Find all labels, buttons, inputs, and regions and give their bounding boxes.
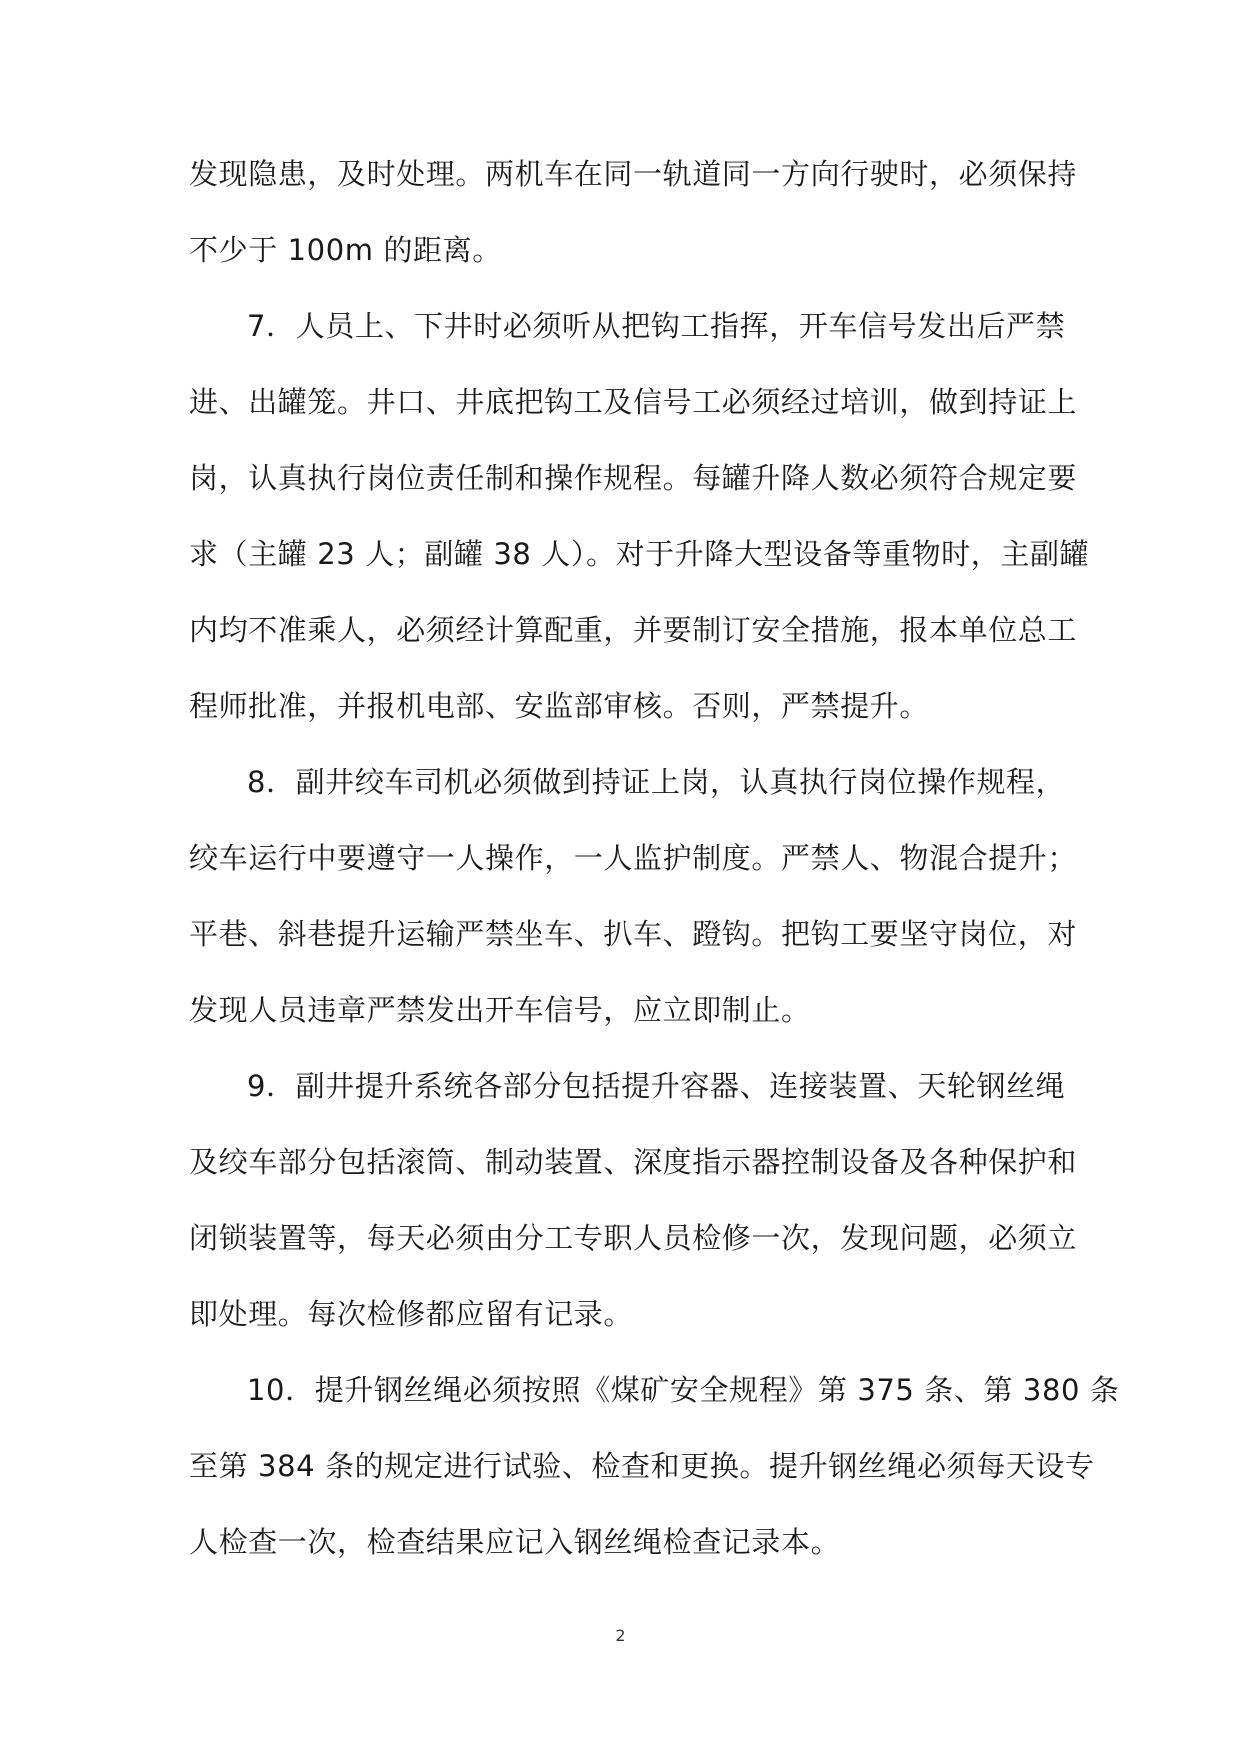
paragraph-line: 人检查一次，检查结果应记入钢丝绳检查记录本。 bbox=[189, 1525, 841, 1559]
document-body bbox=[189, 136, 1120, 1580]
paragraph-line: 及绞车部分包括滚筒、制动装置、深度指示器控制设备及各种保护和 bbox=[189, 1145, 1078, 1179]
paragraph bbox=[189, 744, 1078, 1048]
paragraph bbox=[189, 1352, 1120, 1580]
paragraph-line: 绞车运行中要遵守一人操作，一人监护制度。严禁人、物混合提升； bbox=[189, 841, 1078, 875]
paragraph-line: 程师批准，并报机电部、安监部审核。否则，严禁提升。 bbox=[189, 689, 930, 723]
paragraph-line: 至第 384 条的规定进行试验、检查和更换。提升钢丝绳必须每天设专 bbox=[189, 1449, 1095, 1483]
paragraph-line: 9．副井提升系统各部分包括提升容器、连接装置、天轮钢丝绳 bbox=[247, 1069, 1066, 1103]
paragraph-line: 10．提升钢丝绳必须按照《煤矿安全规程》第 375 条、第 380 条 bbox=[247, 1373, 1120, 1407]
paragraph-line: 7．人员上、下井时必须听从把钩工指挥，开车信号发出后严禁 bbox=[247, 309, 1066, 343]
paragraph bbox=[189, 136, 1078, 288]
paragraph-line: 求（主罐 23 人；副罐 38 人）。对于升降大型设备等重物时，主副罐 bbox=[189, 537, 1090, 571]
paragraph-line: 发现隐患，及时处理。两机车在同一轨道同一方向行驶时，必须保持 bbox=[189, 157, 1078, 191]
paragraph bbox=[189, 288, 1090, 744]
paragraph-line: 8．副井绞车司机必须做到持证上岗，认真执行岗位操作规程， bbox=[247, 765, 1066, 799]
paragraph-line: 平巷、斜巷提升运输严禁坐车、扒车、蹬钩。把钩工要坚守岗位，对 bbox=[189, 917, 1078, 951]
paragraph-line: 即处理。每次检修都应留有记录。 bbox=[189, 1297, 634, 1331]
paragraph-line: 不少于 100m 的距离。 bbox=[189, 233, 502, 267]
paragraph-line: 发现人员违章严禁发出开车信号，应立即制止。 bbox=[189, 993, 811, 1027]
paragraph bbox=[189, 1048, 1078, 1352]
paragraph-line: 闭锁装置等，每天必须由分工专职人员检修一次，发现问题，必须立 bbox=[189, 1221, 1078, 1255]
paragraph-line: 内均不准乘人，必须经计算配重，并要制订安全措施，报本单位总工 bbox=[189, 613, 1078, 647]
paragraph-line: 岗，认真执行岗位责任制和操作规程。每罐升降人数必须符合规定要 bbox=[189, 461, 1078, 495]
page-number: 2 bbox=[615, 1626, 626, 1645]
paragraph-line: 进、出罐笼。井口、井底把钩工及信号工必须经过培训，做到持证上 bbox=[189, 385, 1078, 419]
